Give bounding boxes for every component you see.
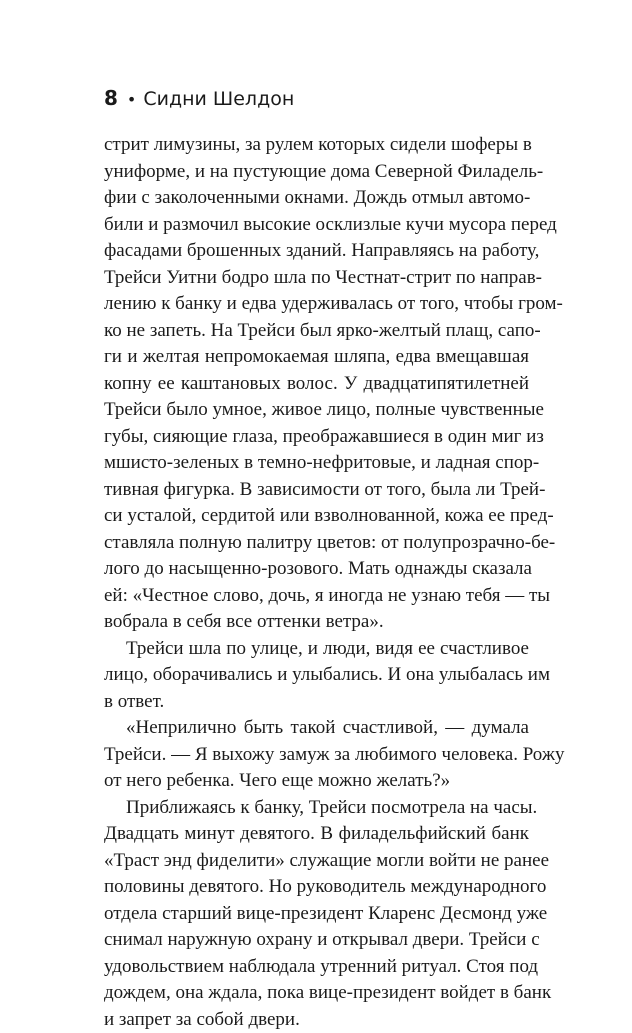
paragraph [104, 636, 529, 716]
text-line: от него ребенка. Чего еще можно желать?» [104, 768, 529, 795]
text-line: Трейси было умное, живое лицо, полные чувственные [104, 397, 529, 424]
page-number: 8 [104, 86, 118, 110]
text-line: били и размочил высокие осклизлые кучи мусора перед [104, 212, 529, 239]
text-line: и запрет за собой двери. [104, 1007, 529, 1033]
text-line: копну ее каштановых волос. У двадцатипятилетней [104, 371, 529, 398]
text-line: «Траст энд фиделити» служащие могли войти не ранее [104, 848, 529, 875]
text-line: снимал наружную охрану и открывал двери. Трейси с [104, 927, 529, 954]
text-line: ей: «Честное слово, дочь, я иногда не узнаю тебя — ты [104, 583, 529, 610]
text-line: половины девятого. Но руководитель международного [104, 874, 529, 901]
text-line: Трейси. — Я выхожу замуж за любимого человека. Рожу [104, 742, 529, 769]
text-line: «Неприлично быть такой счастливой, — думала [104, 715, 529, 742]
body-text [104, 132, 529, 1033]
text-line: фасадами брошенных зданий. Направляясь на работу, [104, 238, 529, 265]
running-head [104, 84, 294, 112]
text-line: вобрала в себя все оттенки ветра». [104, 609, 529, 636]
text-line: ги и желтая непромокаемая шляпа, едва вмещавшая [104, 344, 529, 371]
text-line: ставляла полную палитру цветов: от полупрозрачно-бе- [104, 530, 529, 557]
text-line: стрит лимузины, за рулем которых сидели шоферы в [104, 132, 529, 159]
text-line: отдела старший вице-президент Кларенс Десмонд уже [104, 901, 529, 928]
paragraph [104, 715, 529, 795]
text-line: тивная фигурка. В зависимости от того, была ли Трей- [104, 477, 529, 504]
text-line: ко не запеть. На Трейси был ярко-желтый плащ, сапо- [104, 318, 529, 345]
text-line: лицо, оборачивались и улыбались. И она улыбалась им [104, 662, 529, 689]
text-line: Трейси шла по улице, и люди, видя ее счастливое [104, 636, 529, 663]
text-line: си усталой, сердитой или взволнованной, кожа ее пред- [104, 503, 529, 530]
text-line: лого до насыщенно-розового. Мать однажды сказала [104, 556, 529, 583]
text-line: фии с заколоченными окнами. Дождь отмыл автомо- [104, 185, 529, 212]
text-line: в ответ. [104, 689, 529, 716]
text-line: Приближаясь к банку, Трейси посмотрела на часы. [104, 795, 529, 822]
text-line: лению к банку и едва удерживалась от того, чтобы гром- [104, 291, 529, 318]
paragraph [104, 795, 529, 1033]
text-line: Трейси Уитни бодро шла по Честнат-стрит по направ- [104, 265, 529, 292]
text-line: Двадцать минут девятого. В филадельфийский банк [104, 821, 529, 848]
text-line: униформе, и на пустующие дома Северной Филадель- [104, 159, 529, 186]
text-line: мшисто-зеленых в темно-нефритовые, и ладная спор- [104, 450, 529, 477]
text-line: дождем, она ждала, пока вице-президент войдет в банк [104, 980, 529, 1007]
text-line: удовольствием наблюдала утренний ритуал. Стоя под [104, 954, 529, 981]
header-separator: • [127, 90, 136, 109]
author-name: Сидни Шелдон [143, 88, 294, 110]
paragraph [104, 132, 529, 636]
text-line: губы, сияющие глаза, преображавшиеся в один миг из [104, 424, 529, 451]
